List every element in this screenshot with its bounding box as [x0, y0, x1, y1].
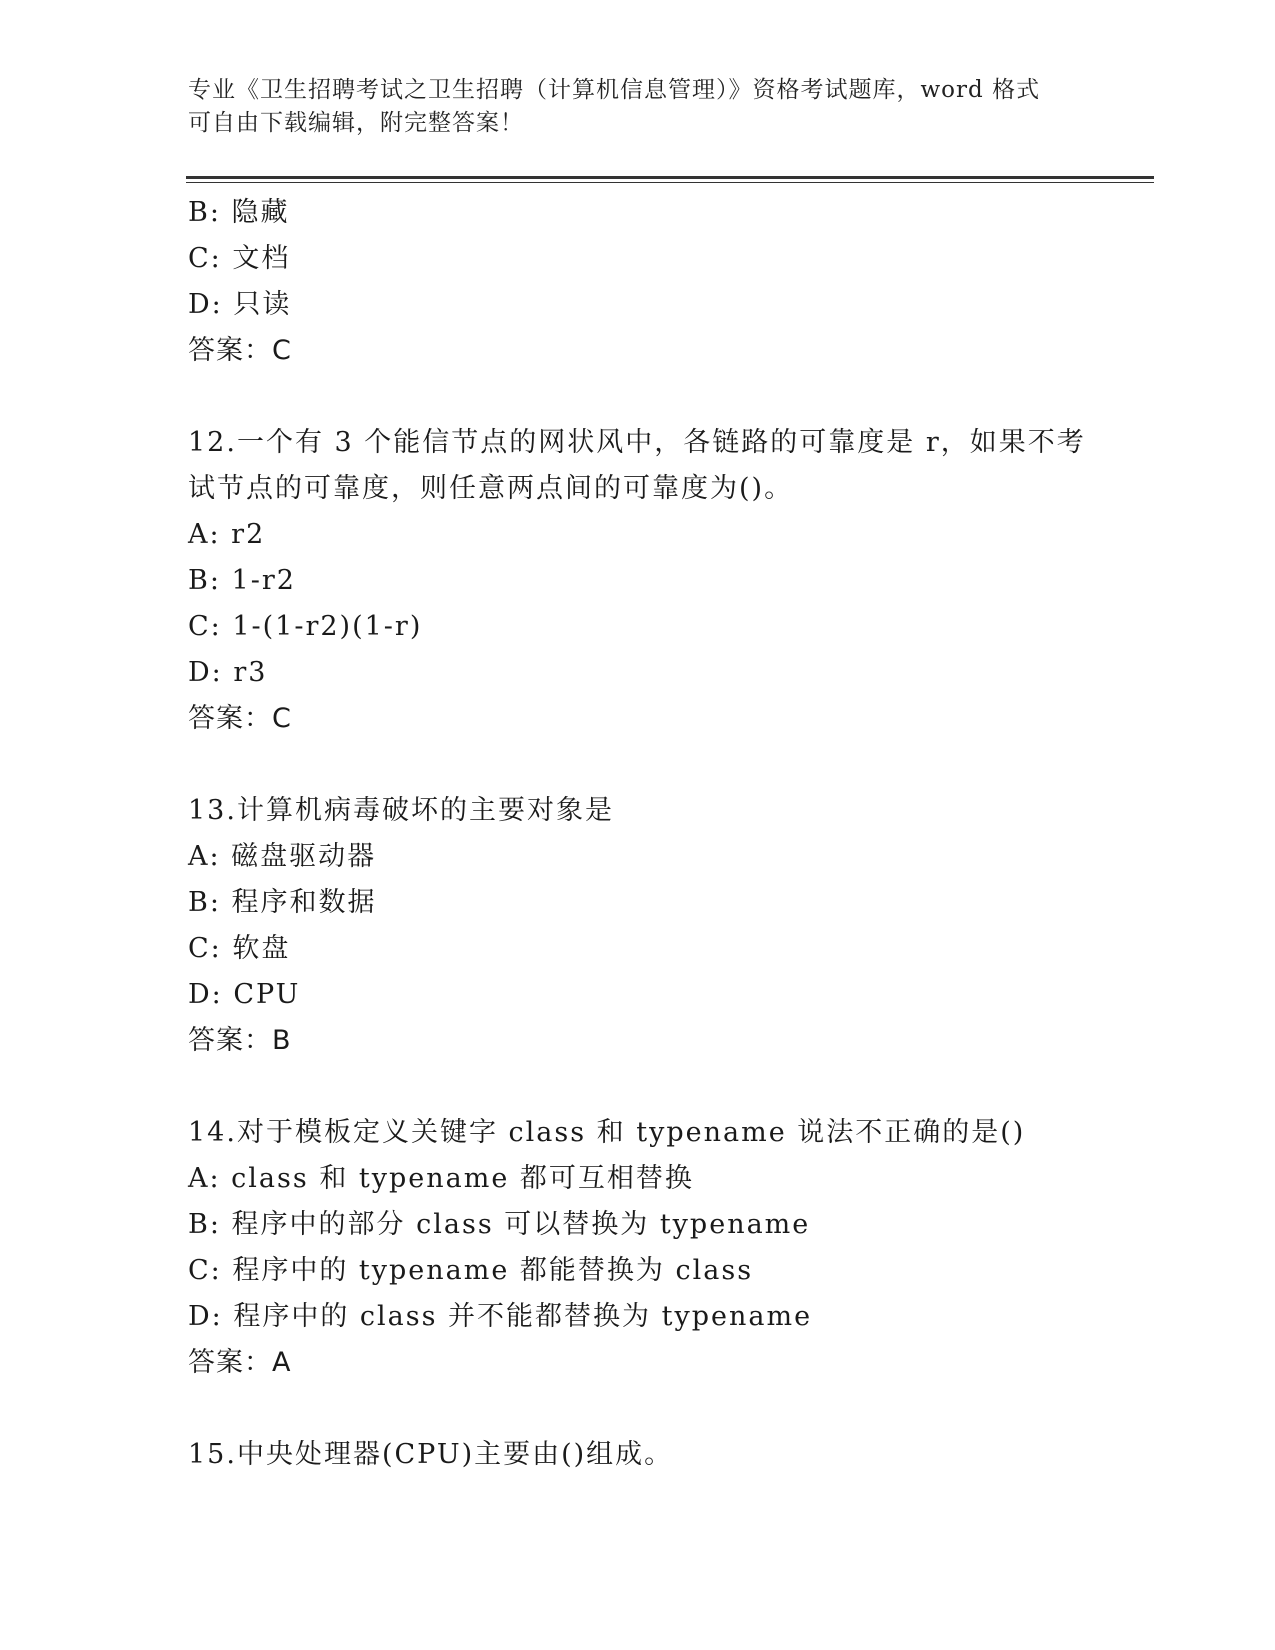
- option-c: C: 文档: [188, 243, 291, 274]
- option-d: D: 程序中的 class 并不能都替换为 typename: [188, 1301, 813, 1332]
- option-c: C: 程序中的 typename 都能替换为 class: [188, 1255, 754, 1286]
- option-c: C: 软盘: [188, 933, 291, 964]
- question-text: 试节点的可靠度，则任意两点间的可靠度为()。: [188, 473, 794, 504]
- option-c: C: 1-(1-r2)(1-r): [188, 611, 423, 642]
- question-text: 15.中央处理器(CPU)主要由()组成。: [188, 1439, 674, 1470]
- question-text: 12.一个有 3 个能信节点的网状风中，各链路的可靠度是 r，如果不考: [188, 427, 1086, 458]
- answer-label: 答案：C: [188, 335, 292, 366]
- option-a: A: class 和 typename 都可互相替换: [188, 1163, 694, 1194]
- answer-label: 答案：C: [188, 703, 292, 734]
- question-list: [188, 190, 1148, 1478]
- option-d: D: r3: [188, 657, 268, 688]
- question-15: [188, 1432, 1148, 1478]
- question-text: 13.计算机病毒破坏的主要对象是: [188, 795, 614, 826]
- option-b: B: 隐藏: [188, 197, 290, 228]
- question-12: [188, 420, 1148, 742]
- document-header: [188, 74, 1088, 140]
- question-14: [188, 1110, 1148, 1386]
- option-b: B: 1-r2: [188, 565, 296, 596]
- question-text: 14.对于模板定义关键字 class 和 typename 说法不正确的是(): [188, 1117, 1026, 1148]
- question-11-continued: [188, 190, 1148, 374]
- answer-label: 答案：A: [188, 1347, 292, 1378]
- header-divider-thick: [186, 176, 1154, 179]
- question-13: [188, 788, 1148, 1064]
- answer-label: 答案：B: [188, 1025, 292, 1056]
- header-line-1: 专业《卫生招聘考试之卫生招聘（计算机信息管理）》资格考试题库，word 格式: [188, 77, 1041, 103]
- option-b: B: 程序和数据: [188, 887, 377, 918]
- option-a: A: r2: [188, 519, 266, 550]
- header-divider-thin: [186, 182, 1154, 183]
- option-d: D: CPU: [188, 979, 301, 1010]
- header-line-2: 可自由下载编辑，附完整答案！: [188, 110, 524, 136]
- option-b: B: 程序中的部分 class 可以替换为 typename: [188, 1209, 811, 1240]
- option-a: A: 磁盘驱动器: [188, 841, 377, 872]
- option-d: D: 只读: [188, 289, 292, 320]
